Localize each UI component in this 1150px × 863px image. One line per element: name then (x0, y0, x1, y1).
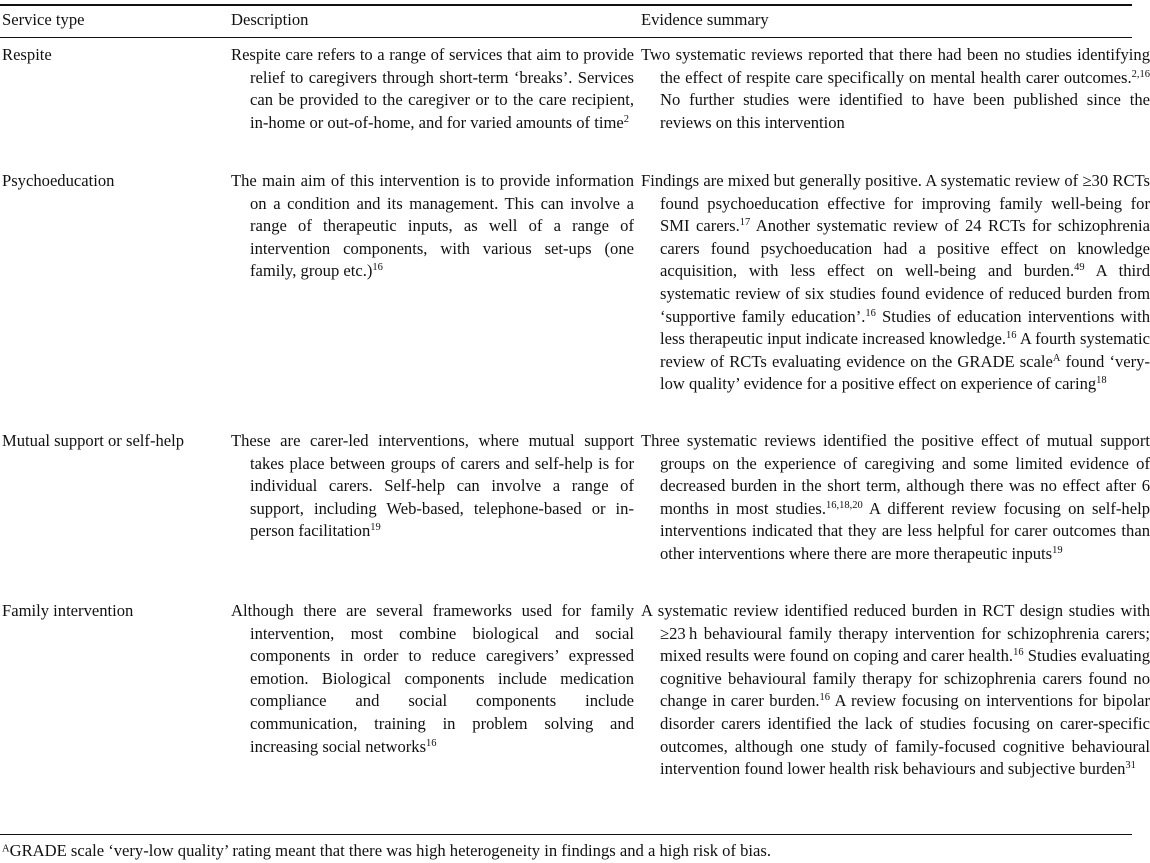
row-mutual-support-evidence (641, 430, 1150, 566)
text-run: A different review focusing on self-help interventions indicated that they are less helpful for carer outcomes than other interventions where there are more therapeutic inputs (660, 498, 1150, 563)
text-run: No further studies were identified to have been published since the reviews on this intervention (660, 90, 1150, 132)
citation-superscript: 2,16 (1131, 68, 1150, 80)
text-run: Studies evaluating cognitive behavioural family therapy for schizophrenia carers found no change in carer burden. (660, 646, 1150, 711)
text-run: found ‘very-low quality’ evidence for a positive effect on experience of caring (660, 351, 1150, 394)
citation-superscript: 16 (1006, 330, 1017, 342)
row-respite-description (231, 44, 634, 134)
table-top-rule (0, 4, 1132, 6)
citation-superscript: 49 (1074, 262, 1085, 274)
citation-superscript: 16,18,20 (825, 500, 863, 512)
row-family-intervention-service: Family intervention (2, 601, 134, 620)
table-bottom-rule (0, 834, 1132, 835)
row-respite-evidence (641, 44, 1150, 134)
citation-superscript: 16 (865, 307, 876, 319)
header-service-type: Service type (2, 10, 85, 29)
text-run: Studies of education interventions with less therapeutic input indicate increased knowledge. (660, 306, 1150, 349)
row-psychoeducation-description (231, 170, 634, 283)
text-run: Three systematic reviews identified the positive effect of mutual support groups on the experience of caregiving and some limited evidence of decreased burden in the short term, although there was no effect after 6 months in most studies. (641, 431, 1150, 518)
text-run: Another systematic review of 24 RCTs for schizophrenia carers found psychoeducation had a positive effect on knowledge acquisition, with less effect on well-being and burden. (660, 216, 1150, 281)
citation-superscript: 16 (426, 737, 437, 749)
citation-superscript: 2 (623, 114, 629, 126)
table-footnote (2, 840, 1130, 863)
citation-superscript: 16 (1013, 647, 1024, 659)
row-mutual-support-description (231, 430, 634, 543)
text-run: A systematic review identified reduced burden in RCT design studies with ≥23 h behavioural family therapy intervention for schizophrenia carers; mixed results were found on coping and carer health. (641, 601, 1150, 666)
text-run: Although there are several frameworks used for family intervention, most combine biological and social components in order to reduce caregivers’ expressed emotion. Biological components include medication compliance and social components include communication, training in problem solving and increasing social networks (231, 601, 634, 756)
text-run: Respite care refers to a range of services that aim to provide relief to caregivers through short-term ‘breaks’. Services can be provided to the caregiver or to the care recipient, in-home or out-of-home, and for varied amounts of time (231, 45, 634, 132)
text-run: A third systematic review of six studies found evidence of reduced burden from ‘supportive family education’. (660, 261, 1150, 326)
text-run: The main aim of this intervention is to provide information on a condition and its management. This can involve a range of therapeutic inputs, as well of a range of intervention components, with various set-ups (one family, group etc.) (231, 171, 634, 281)
row-psychoeducation-evidence (641, 170, 1150, 396)
footnote-marker: A (2, 843, 10, 855)
citation-superscript: 31 (1125, 760, 1136, 772)
citation-superscript: 16 (372, 262, 383, 274)
header-description: Description (231, 10, 309, 29)
citation-superscript: A (1052, 352, 1061, 364)
citation-superscript: 19 (370, 522, 381, 534)
citation-superscript: 19 (1052, 545, 1063, 557)
row-mutual-support-service: Mutual support or self-help (2, 431, 185, 450)
row-family-intervention-description (231, 600, 634, 758)
text-run: A fourth systematic review of RCTs evaluating evidence on the GRADE scale (660, 329, 1150, 371)
text-run: Findings are mixed but generally positive. A systematic review of ≥30 RCTs found psychoeducation effective for improving family well-being for SMI carers. (641, 171, 1150, 236)
citation-superscript: 17 (739, 217, 751, 229)
citation-superscript: 18 (1096, 375, 1107, 387)
text-run: Two systematic reviews reported that there had been no studies identifying the effect of respite care specifically on mental health carer outcomes. (641, 45, 1150, 87)
footnote-text: GRADE scale ‘very-low quality’ rating meant that there was high heterogeneity in findings and a high risk of bias. (9, 841, 772, 860)
text-run: These are carer-led interventions, where mutual support takes place between groups of carers and self-help is for individual carers. Self-help can involve a range of support, including Web-based, telephone-based or in-person facilitation (231, 431, 634, 541)
row-family-intervention-evidence (641, 600, 1150, 781)
row-psychoeducation-service: Psychoeducation (2, 171, 115, 190)
header-evidence-summary: Evidence summary (641, 10, 769, 29)
text-run: A review focusing on interventions for bipolar disorder carers identified the lack of studies focusing on carer-specific outcomes, although one study of family-focused cognitive behavioural intervention found lower health risk behaviours and subjective burden (660, 691, 1150, 779)
header-rule (0, 37, 1132, 38)
row-respite-service: Respite (2, 45, 52, 64)
citation-superscript: 16 (819, 692, 831, 704)
